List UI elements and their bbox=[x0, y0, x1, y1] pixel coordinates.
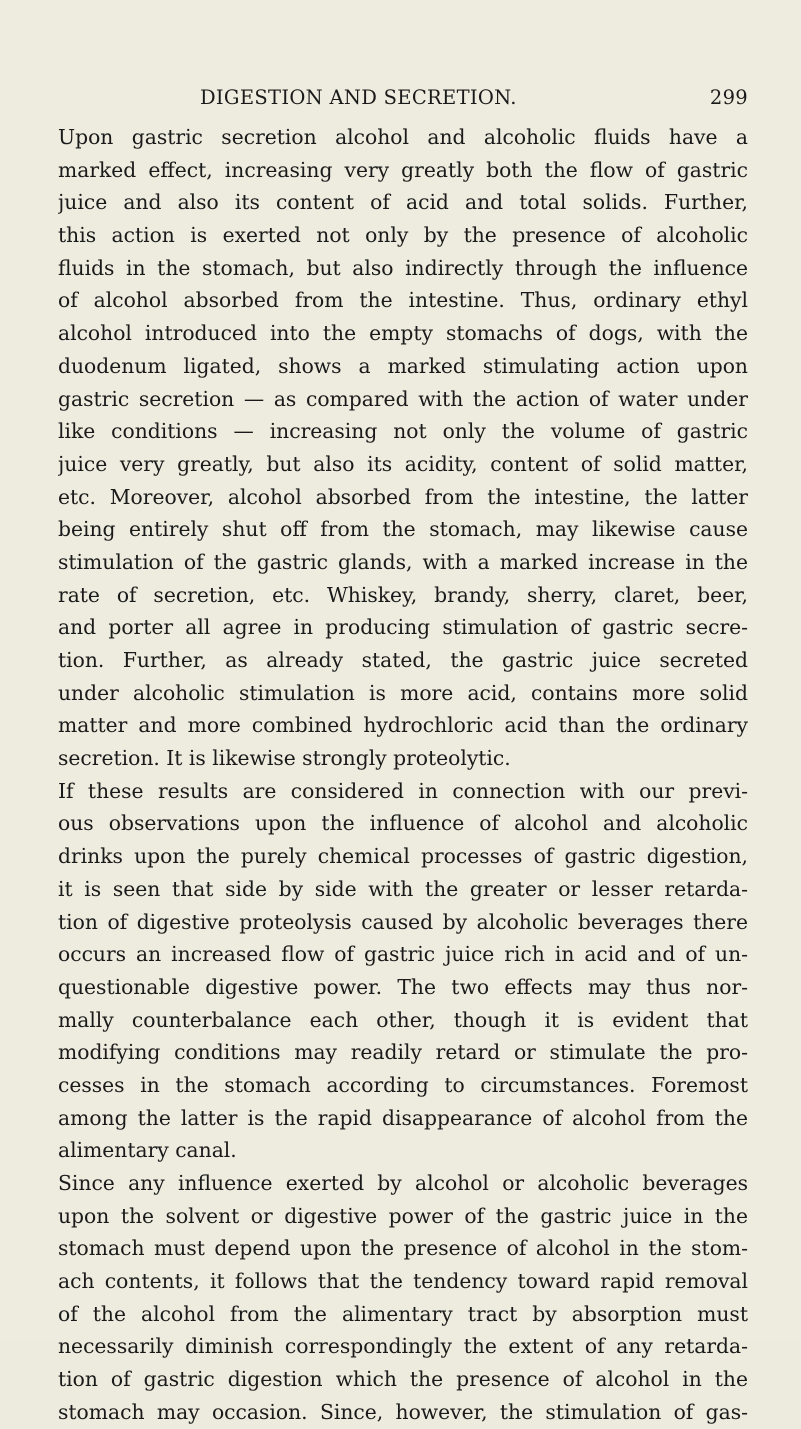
text-line: of alcohol absorbed from the intestine. Thus, ordinary ethyl bbox=[58, 288, 748, 313]
text-line: under alcoholic stimulation is more acid, contains more solid bbox=[58, 680, 748, 705]
text-line: of the alcohol from the alimentary tract by absorption must bbox=[58, 1301, 748, 1326]
text-line: alcohol introduced into the empty stomachs of dogs, with the bbox=[58, 321, 748, 346]
text-line: If these results are considered in connection with our previ- bbox=[58, 778, 748, 803]
text-line: this action is exerted not only by the presence of alcoholic bbox=[58, 223, 748, 248]
text-line: rate of secretion, etc. Whiskey, brandy, sherry, claret, beer, bbox=[58, 582, 748, 607]
text-line: juice and also its content of acid and total solids. Further, bbox=[58, 190, 748, 215]
text-line: it is seen that side by side with the greater or lesser retarda- bbox=[58, 876, 748, 901]
text-line: ous observations upon the influence of alcohol and alcoholic bbox=[58, 811, 748, 836]
page-number: 299 bbox=[709, 86, 748, 109]
text-line: and porter all agree in producing stimulation of gastric secre- bbox=[58, 615, 748, 640]
text-line: questionable digestive power. The two effects may thus nor- bbox=[58, 974, 748, 999]
text-line: ach contents, it follows that the tendency toward rapid removal bbox=[58, 1269, 748, 1294]
text-line: mally counterbalance each other, though it is evident that bbox=[58, 1007, 748, 1032]
text-line: like conditions — increasing not only the volume of gastric bbox=[58, 419, 748, 444]
text-line: tion of gastric digestion which the presence of alcohol in the bbox=[58, 1367, 748, 1392]
text-line: tion of digestive proteolysis caused by alcoholic beverages there bbox=[58, 909, 748, 934]
body-text bbox=[58, 121, 748, 1429]
text-line: duodenum ligated, shows a marked stimulating action upon bbox=[58, 353, 748, 378]
text-line: tion. Further, as already stated, the gastric juice secreted bbox=[58, 648, 748, 672]
text-line: stomach must depend upon the presence of alcohol in the stom- bbox=[58, 1236, 748, 1261]
running-head-title: DIGESTION AND SECRETION. bbox=[200, 86, 517, 109]
text-line: being entirely shut off from the stomach, may likewise cause bbox=[58, 517, 748, 542]
text-line: among the latter is the rapid disappearance of alcohol from the bbox=[58, 1105, 748, 1130]
text-line: secretion. It is likewise strongly proteolytic. bbox=[58, 746, 511, 771]
text-line: upon the solvent or digestive power of the gastric juice in the bbox=[58, 1203, 748, 1228]
text-line: necessarily diminish correspondingly the extent of any retarda- bbox=[58, 1334, 748, 1359]
text-line: cesses in the stomach according to circumstances. Foremost bbox=[58, 1072, 748, 1097]
text-line: Upon gastric secretion alcohol and alcoholic fluids have a bbox=[58, 125, 748, 149]
text-line: Since any influence exerted by alcohol or alcoholic beverages bbox=[58, 1171, 748, 1195]
text-line: marked effect, increasing very greatly both the flow of gastric bbox=[58, 157, 748, 182]
text-line: stimulation of the gastric glands, with a marked increase in the bbox=[58, 549, 748, 574]
running-head bbox=[58, 86, 748, 116]
text-line: alimentary canal. bbox=[58, 1138, 237, 1163]
text-line: occurs an increased flow of gastric juice rich in acid and of un- bbox=[58, 942, 748, 967]
text-line: fluids in the stomach, but also indirectly through the influence bbox=[58, 255, 748, 280]
text-line: drinks upon the purely chemical processes of gastric digestion, bbox=[58, 844, 748, 869]
text-line: matter and more combined hydrochloric acid than the ordinary bbox=[58, 713, 748, 738]
text-line: gastric secretion — as compared with the action of water under bbox=[58, 386, 748, 411]
text-line: stomach may occasion. Since, however, the stimulation of gas- bbox=[58, 1399, 748, 1424]
text-line: juice very greatly, but also its acidity, content of solid matter, bbox=[58, 451, 748, 476]
text-line: etc. Moreover, alcohol absorbed from the intestine, the latter bbox=[58, 484, 748, 509]
text-line: modifying conditions may readily retard or stimulate the pro- bbox=[58, 1040, 748, 1065]
